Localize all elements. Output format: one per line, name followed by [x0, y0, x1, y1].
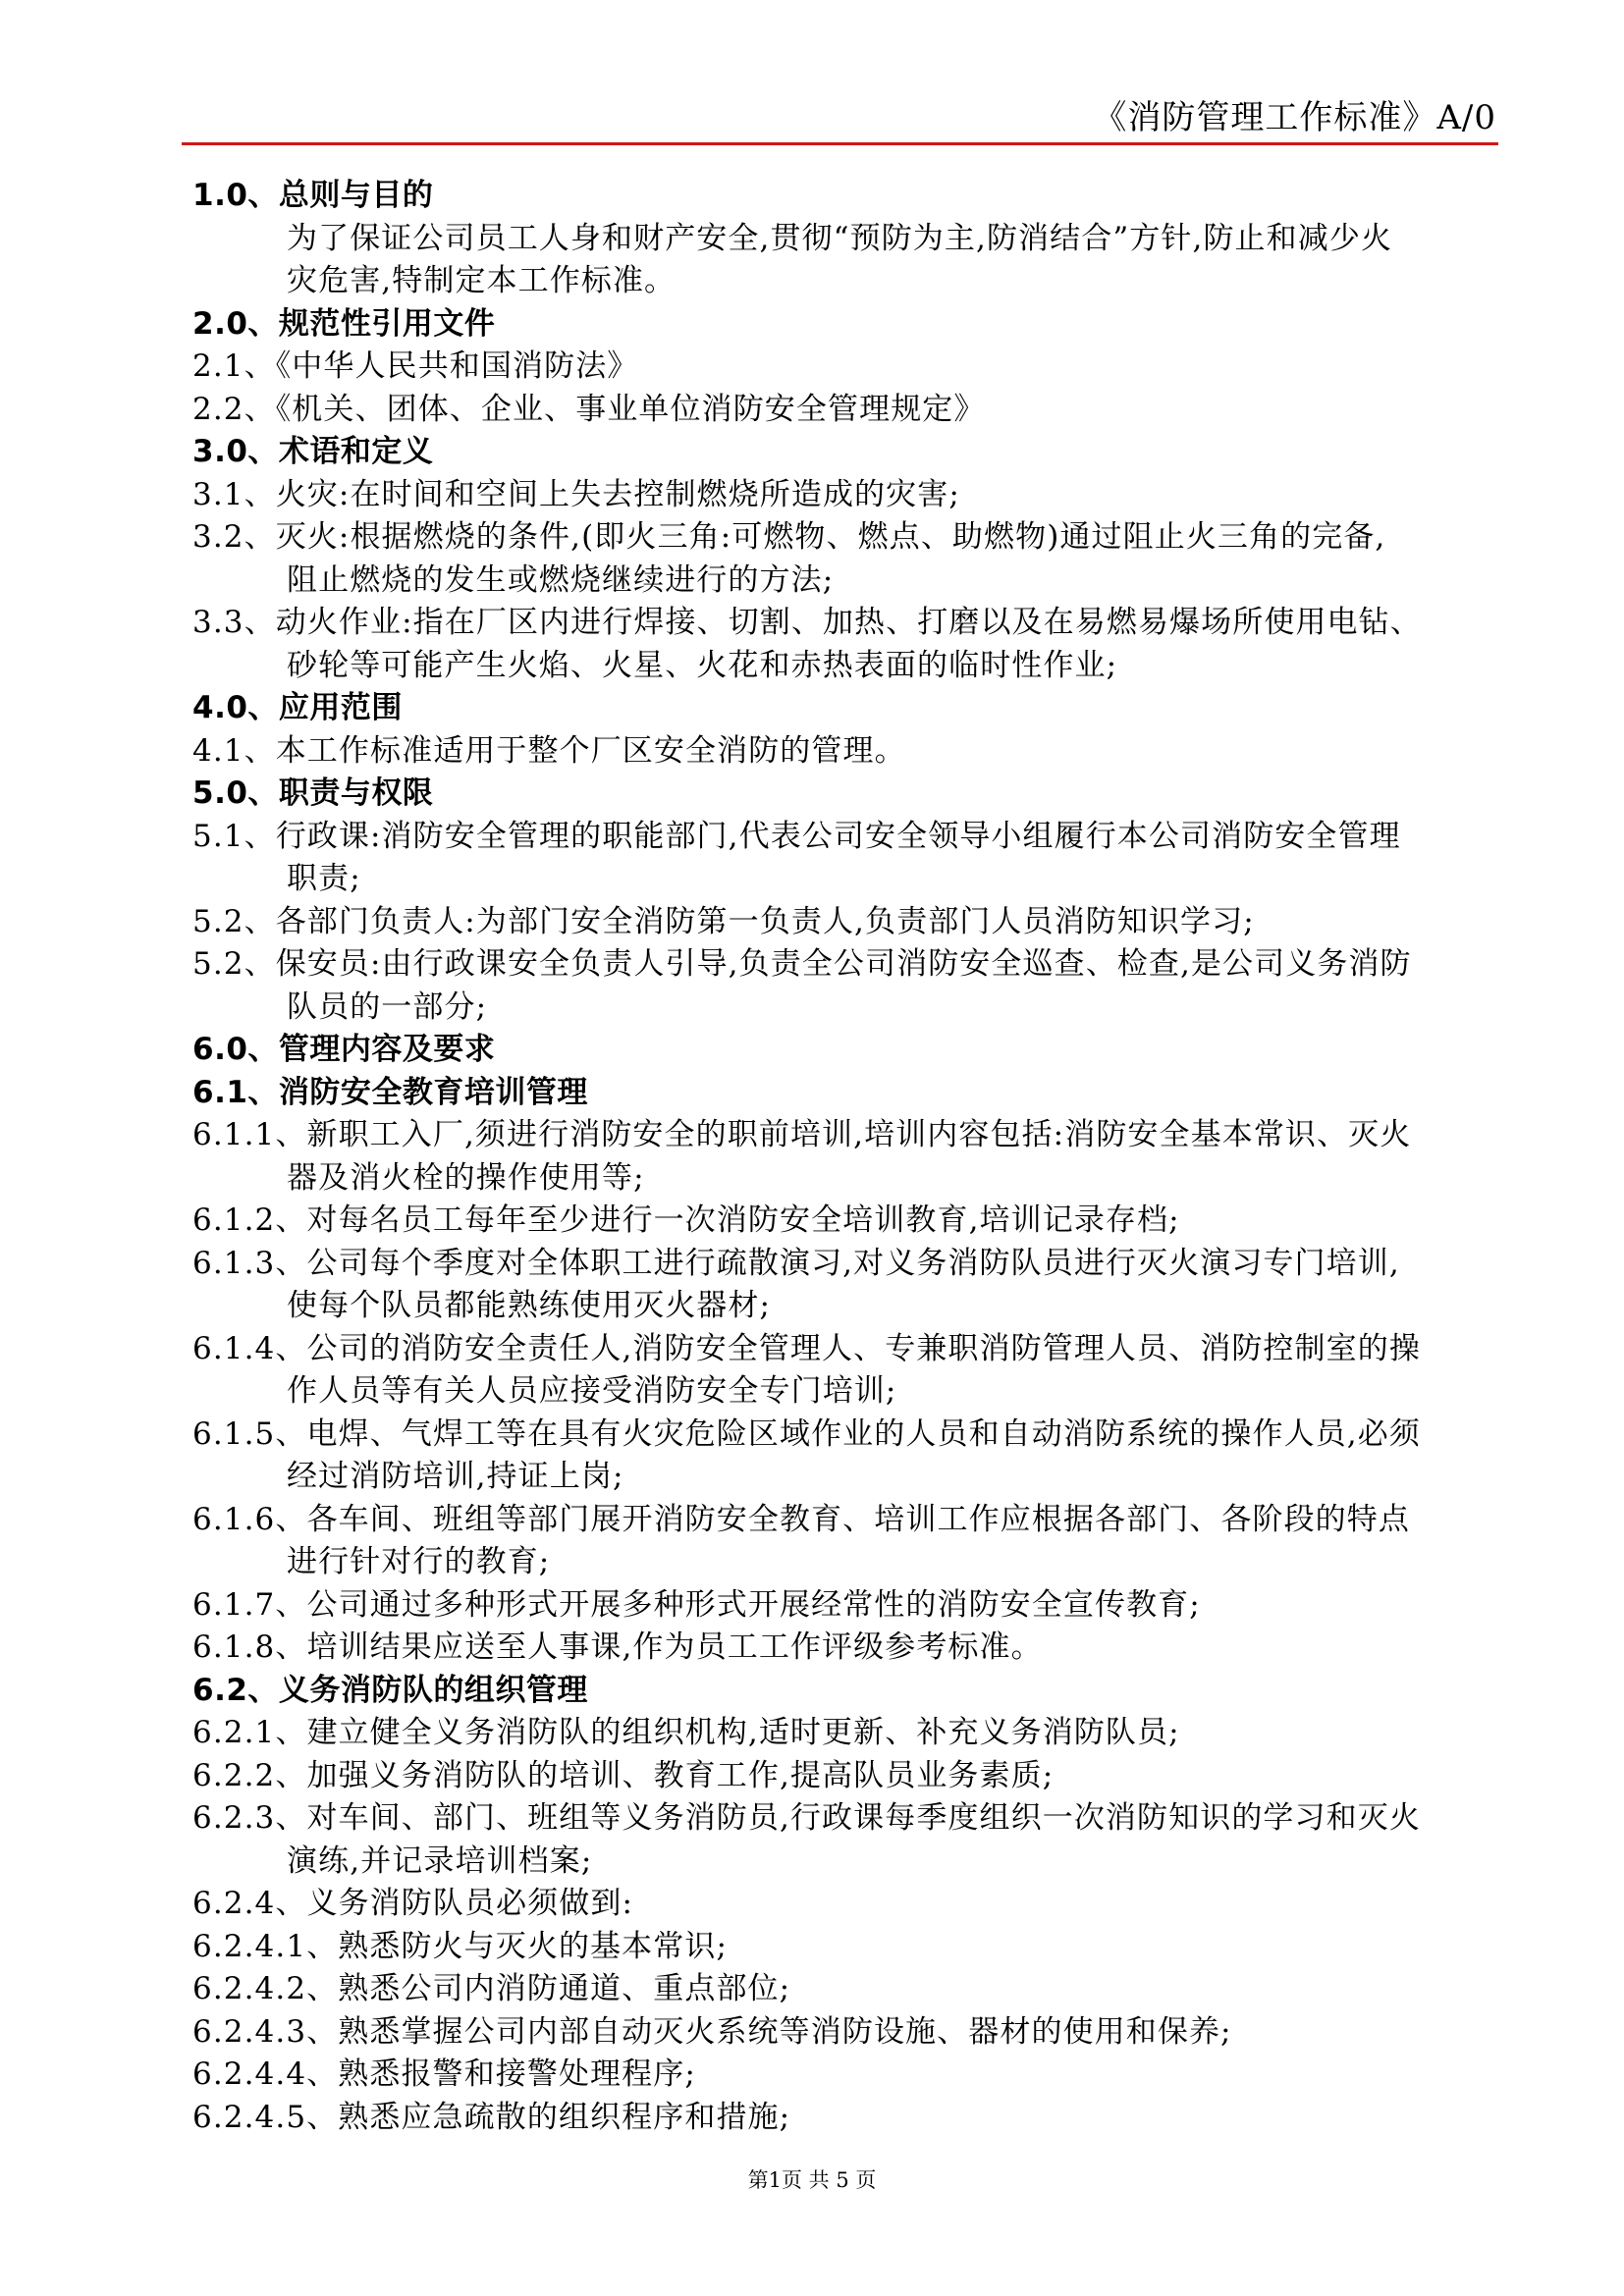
- clause-line: 6.2.4.5、熟悉应急疏散的组织程序和措施;: [192, 2099, 791, 2135]
- paragraph-continuation: 职责;: [287, 861, 361, 896]
- header-divider: [182, 142, 1498, 145]
- clause-line: 5.1、行政课:消防安全管理的职能部门,代表公司安全领导小组履行本公司消防安全管理: [192, 818, 1401, 854]
- paragraph-continuation: 进行针对行的教育;: [287, 1544, 551, 1579]
- clause-line: 6.2.4.2、熟悉公司内消防通道、重点部位;: [192, 1971, 791, 2006]
- paragraph-continuation: 为了保证公司员工人身和财产安全,贯彻“预防为主,防消结合”方针,防止和减少火: [287, 220, 1393, 256]
- clause-line: 3.1、火灾:在时间和空间上失去控制燃烧所造成的灾害;: [192, 476, 960, 512]
- paragraph-continuation: 砂轮等可能产生火焰、火星、火花和赤热表面的临时性作业;: [287, 647, 1118, 683]
- clause-line: 5.2、保安员:由行政课安全负责人引导,负责全公司消防安全巡查、检查,是公司义务消防: [192, 946, 1412, 982]
- section-heading: 6.1、消防安全教育培训管理: [192, 1074, 588, 1110]
- paragraph-continuation: 队员的一部分;: [287, 988, 488, 1025]
- clause-line: 2.1、《中华人民共和国消防法》: [192, 348, 639, 384]
- paragraph-continuation: 经过消防培训,持证上岗;: [287, 1459, 624, 1494]
- document-header-title: 《消防管理工作标准》A/0: [1093, 98, 1496, 137]
- clause-line: 6.2.4、义务消防队员必须做到:: [192, 1886, 634, 1921]
- clause-line: 6.2.2、加强义务消防队的培训、教育工作,提高队员业务素质;: [192, 1757, 1055, 1793]
- clause-line: 6.1.3、公司每个季度对全体职工进行疏散演习,对义务消防队员进行灭火演习专门培训,: [192, 1245, 1400, 1281]
- clause-line: 4.1、本工作标准适用于整个厂区安全消防的管理。: [192, 732, 906, 769]
- clause-line: 6.1.1、新职工入厂,须进行消防安全的职前培训,培训内容包括:消防安全基本常识、灭火: [192, 1117, 1412, 1152]
- paragraph-continuation: 演练,并记录培训档案;: [287, 1842, 593, 1879]
- paragraph-continuation: 灾危害,特制定本工作标准。: [287, 263, 677, 298]
- clause-line: 6.1.7、公司通过多种形式开展多种形式开展经常性的消防安全宣传教育;: [192, 1586, 1201, 1623]
- clause-line: 3.3、动火作业:指在厂区内进行焊接、切割、加热、打磨以及在易燃易爆场所使用电钻、: [192, 605, 1422, 640]
- section-heading: 6.0、管理内容及要求: [192, 1032, 496, 1067]
- page-number-footer: 第1页 共 5 页: [747, 2168, 877, 2192]
- paragraph-continuation: 使每个队员都能熟练使用灭火器材;: [287, 1288, 772, 1323]
- clause-line: 6.2.3、对车间、部门、班组等义务消防员,行政课每季度组织一次消防知识的学习和灭火: [192, 1800, 1421, 1836]
- paragraph-continuation: 器及消火栓的操作使用等;: [287, 1159, 645, 1196]
- clause-line: 6.1.5、电焊、气焊工等在具有火灾危险区域作业的人员和自动消防系统的操作人员,必须: [192, 1415, 1421, 1452]
- document-body: [192, 175, 1498, 2139]
- clause-line: 6.1.8、培训结果应送至人事课,作为员工工作评级参考标准。: [192, 1629, 1043, 1665]
- section-heading: 6.2、义务消防队的组织管理: [192, 1672, 588, 1708]
- clause-line: 6.1.2、对每名员工每年至少进行一次消防安全培训教育,培训记录存档;: [192, 1202, 1180, 1238]
- clause-line: 6.2.1、建立健全义务消防队的组织机构,适时更新、补充义务消防队员;: [192, 1715, 1180, 1750]
- section-heading: 5.0、职责与权限: [192, 775, 434, 811]
- clause-line: 5.2、各部门负责人:为部门安全消防第一负责人,负责部门人员消防知识学习;: [192, 903, 1255, 939]
- section-heading: 2.0、规范性引用文件: [192, 305, 496, 342]
- paragraph-continuation: 作人员等有关人员应接受消防安全专门培训;: [287, 1373, 897, 1409]
- clause-line: 6.2.4.1、熟悉防火与灭火的基本常识;: [192, 1928, 728, 1964]
- clause-line: 3.2、灭火:根据燃烧的条件,(即火三角:可燃物、燃点、助燃物)通过阻止火三角的完备,: [192, 519, 1386, 555]
- section-heading: 1.0、总则与目的: [192, 178, 434, 213]
- paragraph-continuation: 阻止燃烧的发生或燃烧继续进行的方法;: [287, 561, 835, 598]
- section-heading: 3.0、术语和定义: [192, 434, 434, 469]
- clause-line: 6.1.4、公司的消防安全责任人,消防安全管理人、专兼职消防管理人员、消防控制室的操: [192, 1330, 1421, 1366]
- clause-line: 2.2、《机关、团体、企业、事业单位消防安全管理规定》: [192, 391, 986, 427]
- clause-line: 6.2.4.4、熟悉报警和接警处理程序;: [192, 2056, 696, 2092]
- clause-line: 6.2.4.3、熟悉掌握公司内部自动灭火系统等消防设施、器材的使用和保养;: [192, 2013, 1232, 2050]
- clause-line: 6.1.6、各车间、班组等部门展开消防安全教育、培训工作应根据各部门、各阶段的特点: [192, 1501, 1410, 1537]
- section-heading: 4.0、应用范围: [192, 690, 403, 725]
